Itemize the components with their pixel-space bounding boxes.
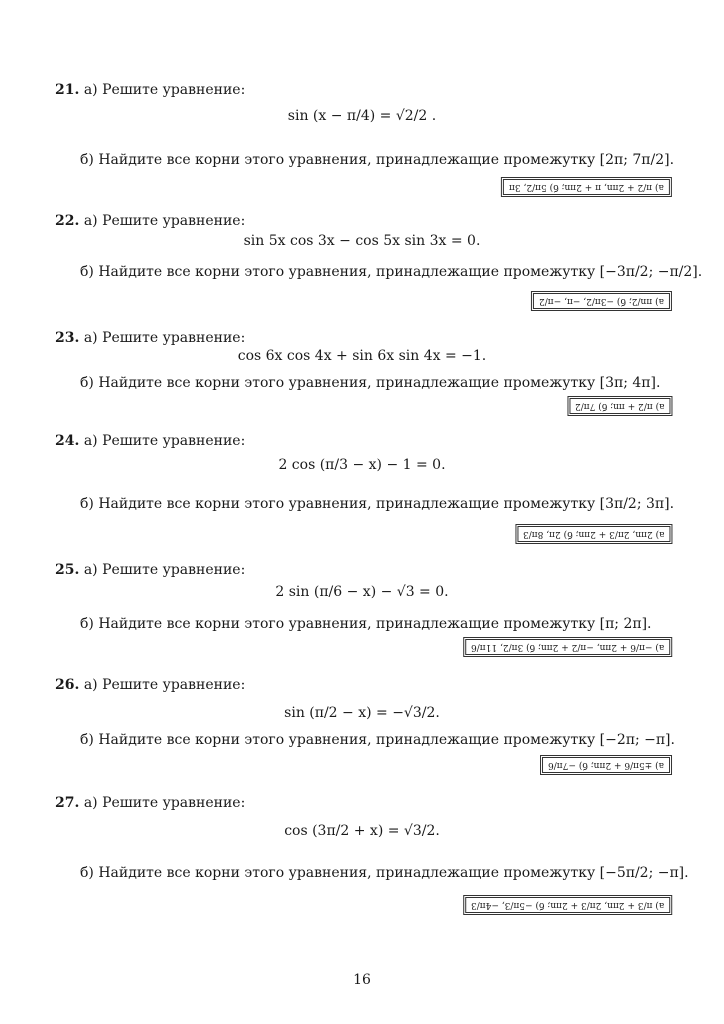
part-b: б) Найдите все корни этого уравнения, принадлежащие промежутку [−5π/2; −π]. — [80, 865, 689, 881]
equation: cos 6x cos 4x + sin 6x sin 4x = −1. — [237, 348, 487, 364]
part-b: б) Найдите все корни этого уравнения, принадлежащие промежутку [π; 2π]. — [80, 616, 652, 632]
equation: cos (3π/2 + x) = √3/2. — [284, 823, 440, 839]
answer-box: а) π/3 + 2πn, 2π/3 + 2πn; б) −5π/3, −4π/3 — [465, 897, 670, 913]
part-b: б) Найдите все корни этого уравнения, принадлежащие промежутку [3π/2; 3π]. — [80, 496, 675, 512]
equation: sin (x − π/4) = √2/2 . — [287, 108, 437, 124]
answer-box: а) πn/2; б) −3π/2, −π, −π/2 — [533, 293, 670, 309]
equation: sin (π/2 − x) = −√3/2. — [284, 705, 440, 721]
answer-box: а) π/2 + 2πn, π + 2πn; б) 5π/2, 3π — [503, 179, 670, 195]
problem-header: 25. а) Решите уравнение: — [55, 562, 246, 578]
answer-box: а) π/2 + πn; б) 7π/2 — [569, 398, 670, 414]
part-b: б) Найдите все корни этого уравнения, принадлежащие промежутку [2π; 7π/2]. — [80, 152, 675, 168]
problem-header: 24. а) Решите уравнение: — [55, 433, 246, 449]
part-b: б) Найдите все корни этого уравнения, принадлежащие промежутку [−3π/2; −π/2]. — [80, 264, 703, 280]
problem-header: 23. а) Решите уравнение: — [55, 330, 246, 346]
problem-header: 27. а) Решите уравнение: — [55, 795, 246, 811]
part-b: б) Найдите все корни этого уравнения, принадлежащие промежутку [3π; 4π]. — [80, 375, 661, 391]
problem-header: 26. а) Решите уравнение: — [55, 677, 246, 693]
equation: sin 5x cos 3x − cos 5x sin 3x = 0. — [243, 233, 481, 249]
problem-header: 21. а) Решите уравнение: — [55, 82, 246, 98]
answer-box: а) −π/6 + 2πn, −π/2 + 2πn; б) 3π/2, 11π/6 — [465, 639, 670, 655]
equation: 2 cos (π/3 − x) − 1 = 0. — [278, 457, 446, 473]
equation: 2 sin (π/6 − x) − √3 = 0. — [275, 584, 449, 600]
problem-header: 22. а) Решите уравнение: — [55, 213, 246, 229]
answer-box: а) ±5π/6 + 2πn; б) −7π/6 — [542, 757, 670, 773]
part-b: б) Найдите все корни этого уравнения, принадлежащие промежутку [−2π; −π]. — [80, 732, 675, 748]
page-number: 16 — [353, 972, 371, 988]
answer-box: а) 2πn, 2π/3 + 2πn; б) 2π, 8π/3 — [517, 526, 670, 542]
